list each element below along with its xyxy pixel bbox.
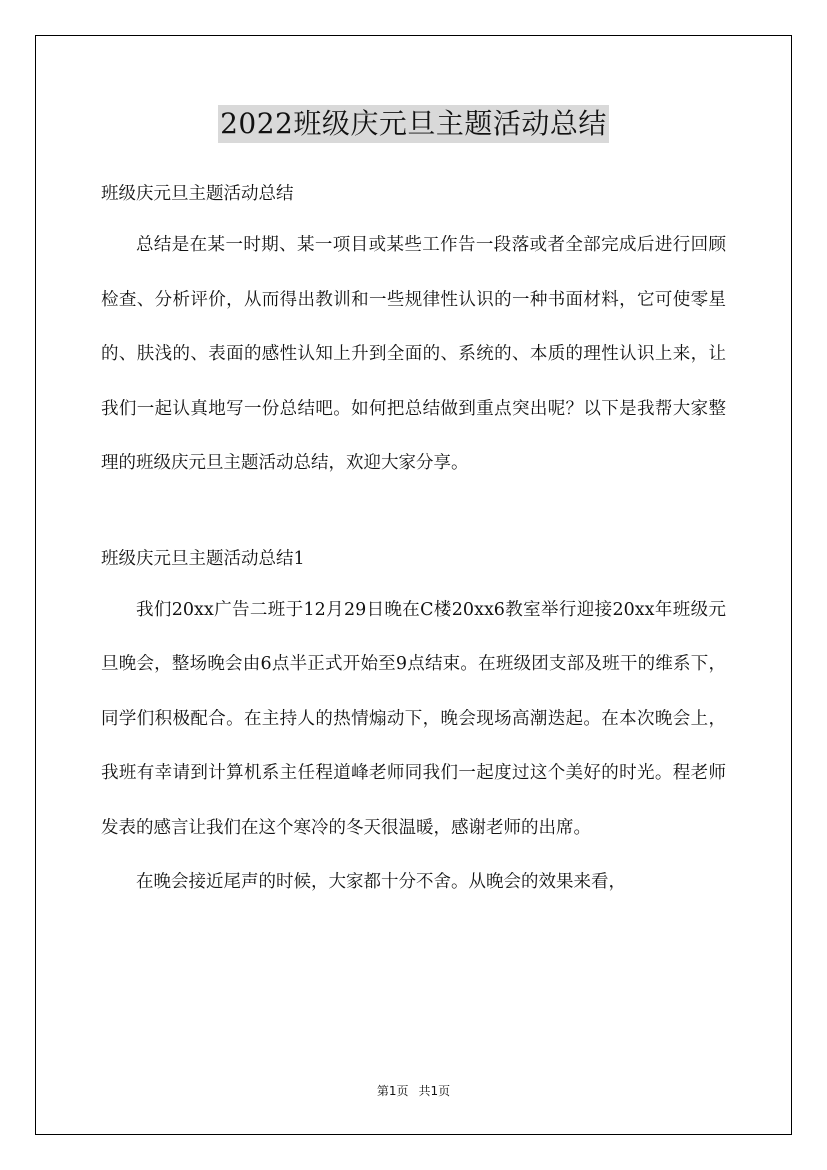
document-title	[0, 103, 827, 143]
section1-heading: 班级庆元旦主题活动总结1	[101, 548, 305, 569]
intro-heading: 班级庆元旦主题活动总结	[101, 184, 294, 204]
section1-paragraph: 在晚会接近尾声的时候，大家都十分不舍。从晚会的效果来看，	[136, 872, 626, 892]
page-footer	[0, 1083, 827, 1099]
section1-paragraph: 我们20xx广告二班于12月29日晚在C楼20xx6教室举行迎接20xx年班级元旦晚会，整场晚会由6点半正式开始至9点结束。在班级团支部及班干的维系下，同学们积极配合。在主持人的热情煽动下，晚会现场高潮迭起。在本次晚会上，我班有幸请到计算机系主任程道峰老师同我们一起度过这个美好的时光。程老师发表的感言让我们在这个寒冷的冬天很温暖，感谢老师的出席。	[101, 599, 726, 838]
intro-paragraph: 总结是在某一时期、某一项目或某些工作告一段落或者全部完成后进行回顾检查、分析评价，从而得出教训和一些规律性认识的一种书面材料，它可使零星的、肤浅的、表面的感性认知上升到全面的、系统的、本质的理性认识上来，让我们一起认真地写一份总结吧。如何把总结做到重点突出呢？以下是我帮大家整理的班级庆元旦主题活动总结，欢迎大家分享。	[101, 235, 726, 473]
document-title-text: 2022班级庆元旦主题活动总结	[218, 105, 609, 143]
page-total: 共1页	[418, 1084, 451, 1098]
page-number: 第1页	[376, 1084, 409, 1098]
document-body	[101, 172, 726, 910]
